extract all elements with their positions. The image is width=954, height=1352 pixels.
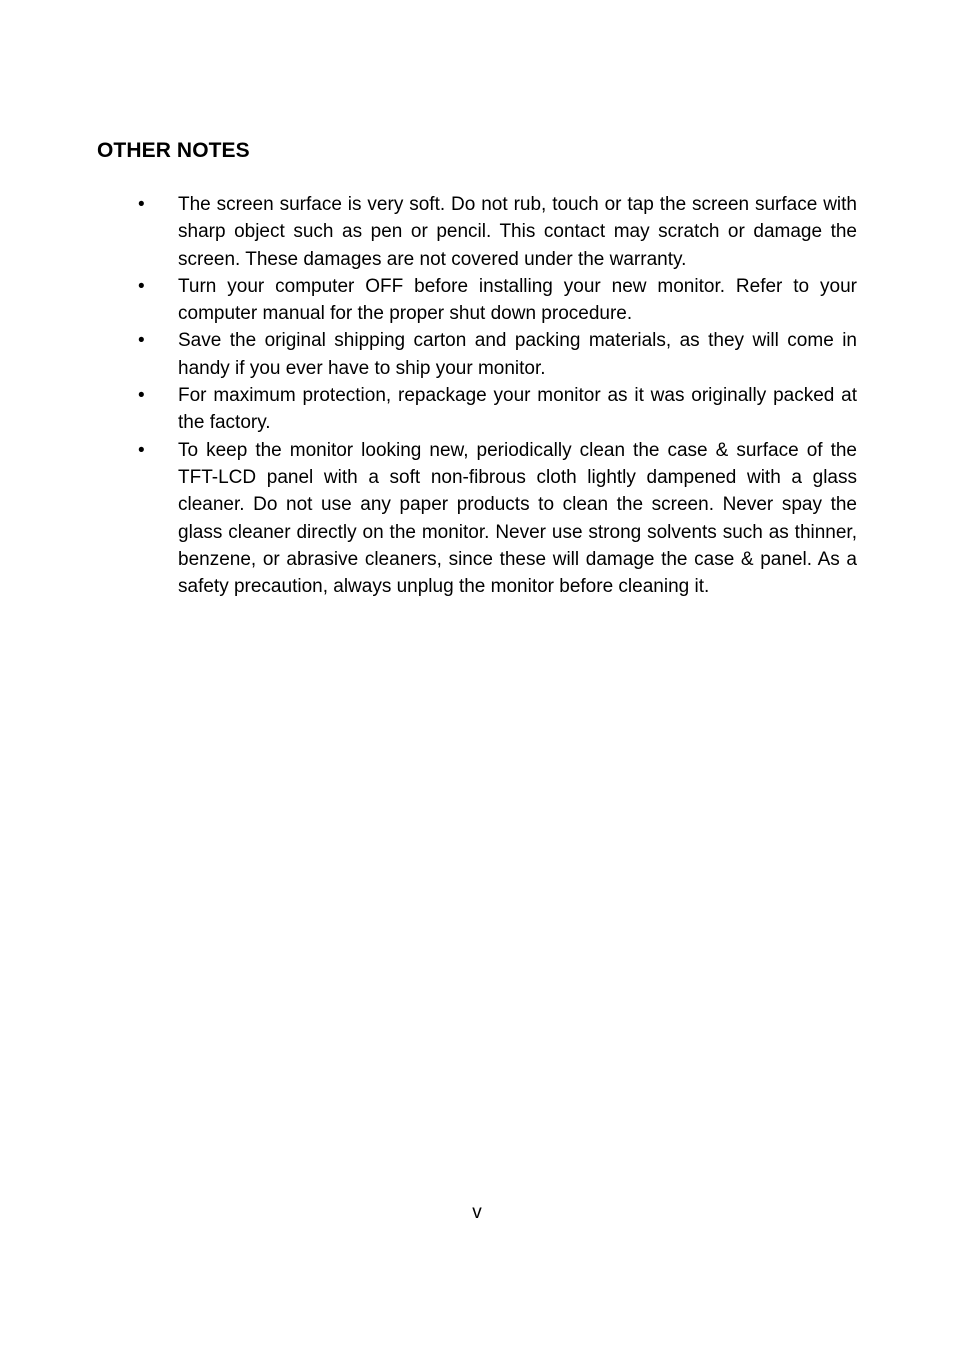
page-number: v xyxy=(472,1202,482,1223)
note-item xyxy=(138,191,857,273)
note-item xyxy=(138,273,857,328)
note-text: To keep the monitor looking new, periodically clean the case & surface of the TFT-LCD panel with a soft non-fibrous cloth lightly dampened with a glass cleaner. Do not use any paper products to clean the screen. Never spay the glass cleaner directly on the monitor. Never use strong solvents such as thinner, benzene, or abrasive cleaners, since these will damage the case & panel. As a safety precaution, always unplug the monitor before cleaning it. xyxy=(178,439,857,598)
section-heading: OTHER NOTES xyxy=(97,139,250,162)
note-text: For maximum protection, repackage your monitor as it was originally packed at the factory. xyxy=(178,385,857,434)
bullet-icon: • xyxy=(138,275,145,297)
note-text: Save the original shipping carton and packing materials, as they will come in handy if you ever have to ship your monitor. xyxy=(178,330,857,379)
bullet-icon: • xyxy=(138,194,145,215)
notes-list xyxy=(138,191,857,600)
note-item xyxy=(138,382,857,437)
bullet-icon: • xyxy=(138,439,145,461)
note-item xyxy=(138,437,857,601)
note-text: The screen surface is very soft. Do not rub, touch or tap the screen surface with sharp object such as pen or pencil. This contact may scratch or damage the screen. These damages are not covered under the warranty. xyxy=(178,194,857,270)
note-item xyxy=(138,327,857,382)
note-text: Turn your computer OFF before installing your new monitor. Refer to your computer manual for the proper shut down procedure. xyxy=(178,275,857,325)
bullet-icon: • xyxy=(138,330,145,352)
bullet-icon: • xyxy=(138,385,145,407)
